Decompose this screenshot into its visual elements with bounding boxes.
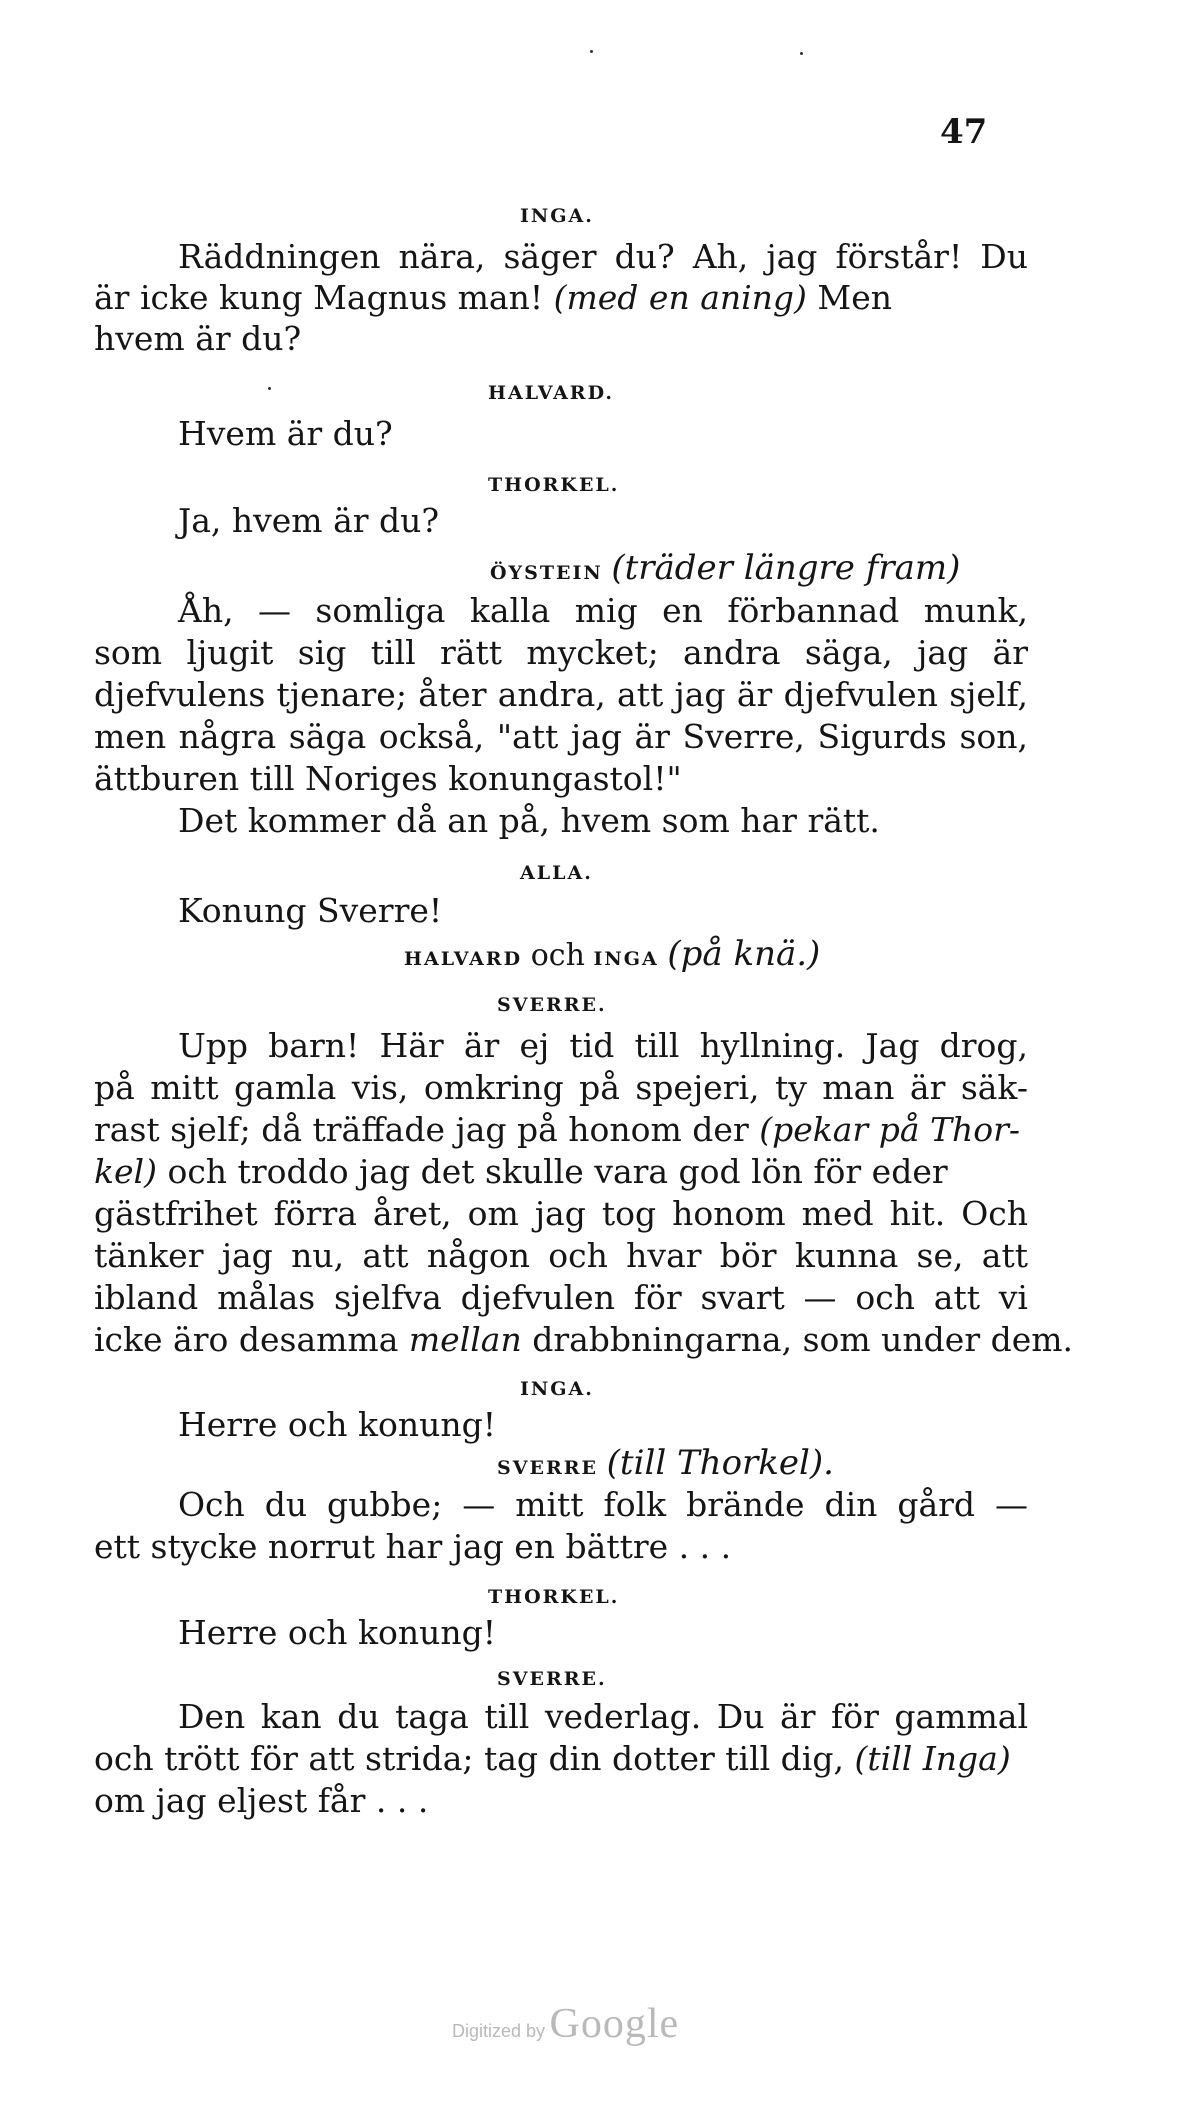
speaker-name: SVERRE [497, 1457, 599, 1479]
text-line: gästfrihet förra året, om jag tog honom med hit. Och [94, 1194, 1028, 1233]
text-fragment: Men [806, 278, 892, 317]
scan-speck [268, 387, 271, 390]
text-line [94, 1738, 1011, 1779]
text-line: ett stycke norrut har jag en bättre . . . [94, 1527, 732, 1566]
watermark-prefix: Digitized by [452, 2021, 546, 2041]
italic-word: mellan [408, 1320, 522, 1359]
text-line: Räddningen nära, säger du? Ah, jag förstår! Du [178, 237, 1028, 276]
text-line: som ljugit sig till rätt mycket; andra säga, jag är [94, 633, 1028, 672]
speaker-sverre: SVERRE. [497, 994, 607, 1016]
text-fragment: och trött för att strida; tag din dotter till dig, [94, 1739, 855, 1778]
stage-direction: (med en aning) [553, 278, 807, 317]
google-watermark [452, 2000, 679, 2048]
speaker-name: INGA [593, 948, 659, 970]
text-fragment: är icke kung Magnus man! [94, 278, 554, 317]
speaker-thorkel: THORKEL. [488, 1586, 620, 1608]
stage-direction: (på knä.) [667, 934, 821, 974]
text-line [94, 1151, 948, 1192]
speaker-alla: ALLA. [520, 862, 593, 884]
speaker-name: ÖYSTEIN [490, 562, 603, 584]
stage-direction: (till Thorkel). [606, 1443, 834, 1483]
speaker-inga: INGA. [520, 205, 594, 227]
text-fragment: och troddo jag det skulle vara god lön för eder [156, 1152, 948, 1191]
conjunction: och [530, 938, 585, 973]
speaker-inga: INGA. [520, 1378, 594, 1400]
page-number: 47 [940, 112, 988, 152]
scan-speck [590, 50, 593, 53]
text-line [94, 1319, 1073, 1360]
text-line: om jag eljest får . . . [94, 1781, 429, 1820]
speaker-sverre [497, 1443, 834, 1483]
stage-direction: (till Inga) [854, 1739, 1011, 1778]
speaker-thorkel: THORKEL. [488, 474, 620, 496]
speaker-sverre: SVERRE. [497, 1668, 607, 1690]
text-fragment: rast sjelf; då träffade jag på honom der [94, 1110, 760, 1149]
text-line: Det kommer då an på, hvem som har rätt. [178, 801, 880, 840]
text-fragment: icke äro desamma [94, 1320, 409, 1359]
text-line: Den kan du taga till vederlag. Du är för gammal [178, 1697, 1028, 1736]
speaker-name: HALVARD [404, 948, 523, 970]
text-line: hvem är du? [94, 319, 302, 358]
text-line: Konung Sverre! [178, 891, 443, 930]
text-line [94, 277, 892, 318]
text-line [94, 1109, 1020, 1150]
text-line: Hvem är du? [178, 414, 393, 453]
text-line: djefvulens tjenare; åter andra, att jag är djefvulen sjelf, [94, 675, 1028, 714]
speaker-oystein [490, 548, 960, 588]
text-line: på mitt gamla vis, omkring på spejeri, ty man är säk- [94, 1068, 1028, 1107]
watermark-brand: Google [549, 2001, 680, 2047]
stage-direction: (pekar på Thor- [759, 1110, 1021, 1149]
text-line: ibland målas sjelfva djefvulen för svart — och att vi [94, 1278, 1028, 1317]
stage-direction: kel) [94, 1152, 157, 1191]
text-line: men några säga också, "att jag är Sverre, Sigurds son, [94, 717, 1028, 756]
text-line: Upp barn! Här är ej tid till hyllning. Jag drog, [178, 1026, 1028, 1065]
speaker-halvard-inga [404, 934, 820, 974]
scan-speck [800, 52, 803, 55]
text-line: Herre och konung! [178, 1613, 496, 1652]
text-line: Herre och konung! [178, 1405, 496, 1444]
text-line: ättburen till Noriges konungastol!" [94, 759, 682, 798]
text-line: Och du gubbe; — mitt folk brände din gård — [178, 1485, 1028, 1524]
text-line: Ja, hvem är du? [178, 501, 440, 540]
text-fragment: drabbningarna, som under dem. [521, 1320, 1074, 1359]
text-line: Åh, — somliga kalla mig en förbannad munk, [178, 591, 1028, 630]
speaker-halvard: HALVARD. [488, 382, 615, 404]
text-line: tänker jag nu, att någon och hvar bör kunna se, att [94, 1236, 1028, 1275]
stage-direction: (träder längre fram) [611, 548, 961, 588]
